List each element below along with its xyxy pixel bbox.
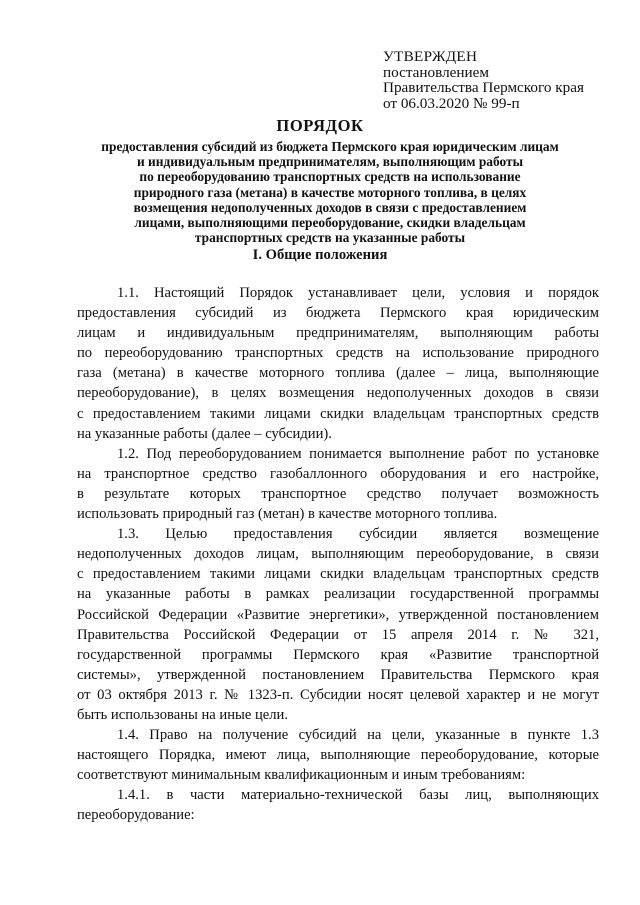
approval-line: Правительства Пермского края: [383, 79, 584, 97]
body-line: 1.2. Под переоборудованием понимается выполнение работ по установке: [117, 445, 599, 462]
body-line: по переоборудованию транспортных средств на использование природного: [77, 345, 599, 362]
body-line: 1.4. Право на получение субсидий на цели, указанные в пункте 1.3: [117, 727, 599, 744]
body-line: переоборудование), в целях возмещения недополученных доходов в связи: [77, 385, 599, 402]
body-line: лицам и индивидуальным предпринимателям, выполняющим работы: [77, 325, 599, 342]
approval-line: постановлением: [383, 63, 490, 81]
body-line: Российской Федерации «Развитие энергетики», утвержденной постановлением: [77, 606, 599, 623]
document-body: [77, 283, 599, 826]
body-line: от 03 октября 2013 г. № 1323-п. Субсидии носят целевой характер и не могут: [77, 686, 599, 703]
body-line: использовать природный газ (метан) в качестве моторного топлива.: [77, 506, 498, 523]
body-line: быть использованы на иные цели.: [77, 706, 288, 723]
body-line: на транспортное средство газобаллонного оборудования и его настройке,: [77, 465, 599, 482]
subtitle-line: и индивидуальным предпринимателям, выполняющим работы: [136, 154, 524, 170]
approval-line: от 06.03.2020 № 99-п: [383, 94, 520, 112]
body-line: в результате которых транспортное средство получает возможность: [77, 485, 599, 502]
body-line: 1.3. Целью предоставления субсидии является возмещение: [117, 526, 599, 543]
body-line: недополученных доходов лицам, выполняющим переоборудование, в связи: [77, 546, 599, 563]
body-line: государственной программы Пермского края «Развитие транспортной: [77, 646, 599, 663]
body-line: 1.4.1. в части материально-технической базы лиц, выполняющих: [117, 787, 599, 804]
approval-heading: УТВЕРЖДЕН: [383, 48, 478, 65]
body-line: с предоставлением такими лицами скидки владельцам транспортных средств: [77, 566, 599, 583]
body-line: Правительства Российской Федерации от 15 апреля 2014 г. № 321,: [77, 626, 599, 643]
body-line: системы», утвержденной постановлением Правительства Пермского края: [77, 666, 599, 683]
subtitle-line: возмещения недополученных доходов в связи с предоставлением: [133, 199, 527, 215]
body-line: предоставления субсидий из бюджета Пермского края юридическим: [77, 305, 599, 322]
subtitle-line: природного газа (метана) в качестве моторного топлива, в целях: [133, 184, 527, 200]
body-line: на указанные работы (далее – субсидии).: [77, 425, 332, 442]
subtitle-line: лицами, выполняющими переоборудование, скидки владельцам: [134, 215, 526, 231]
body-line: с предоставлением такими лицами скидки владельцам транспортных средств: [77, 405, 599, 422]
document-title: ПОРЯДОК: [276, 116, 364, 135]
body-line: настоящего Порядка, имеют лица, выполняющие переоборудование, которые: [77, 747, 599, 764]
document-subtitle: [60, 139, 600, 245]
subtitle-line: предоставления субсидий из бюджета Пермского края юридическим лицам: [101, 139, 559, 154]
body-line: газа (метана) в качестве моторного топлива (далее – лица, выполняющие: [77, 365, 599, 382]
body-line: соответствуют минимальным квалификационным и иным требованиям:: [77, 767, 526, 784]
body-line: на указанные работы в рамках реализации государственной программы: [77, 586, 599, 603]
section-heading: I. Общие положения: [252, 247, 388, 263]
subtitle-line: транспортных средств на указанные работы: [194, 230, 466, 246]
subtitle-line: по переоборудованию транспортных средств на использование: [139, 169, 521, 185]
approval-stamp: [383, 49, 584, 111]
body-line: переоборудование:: [77, 807, 195, 824]
body-line: 1.1. Настоящий Порядок устанавливает цели, условия и порядок: [117, 285, 599, 301]
